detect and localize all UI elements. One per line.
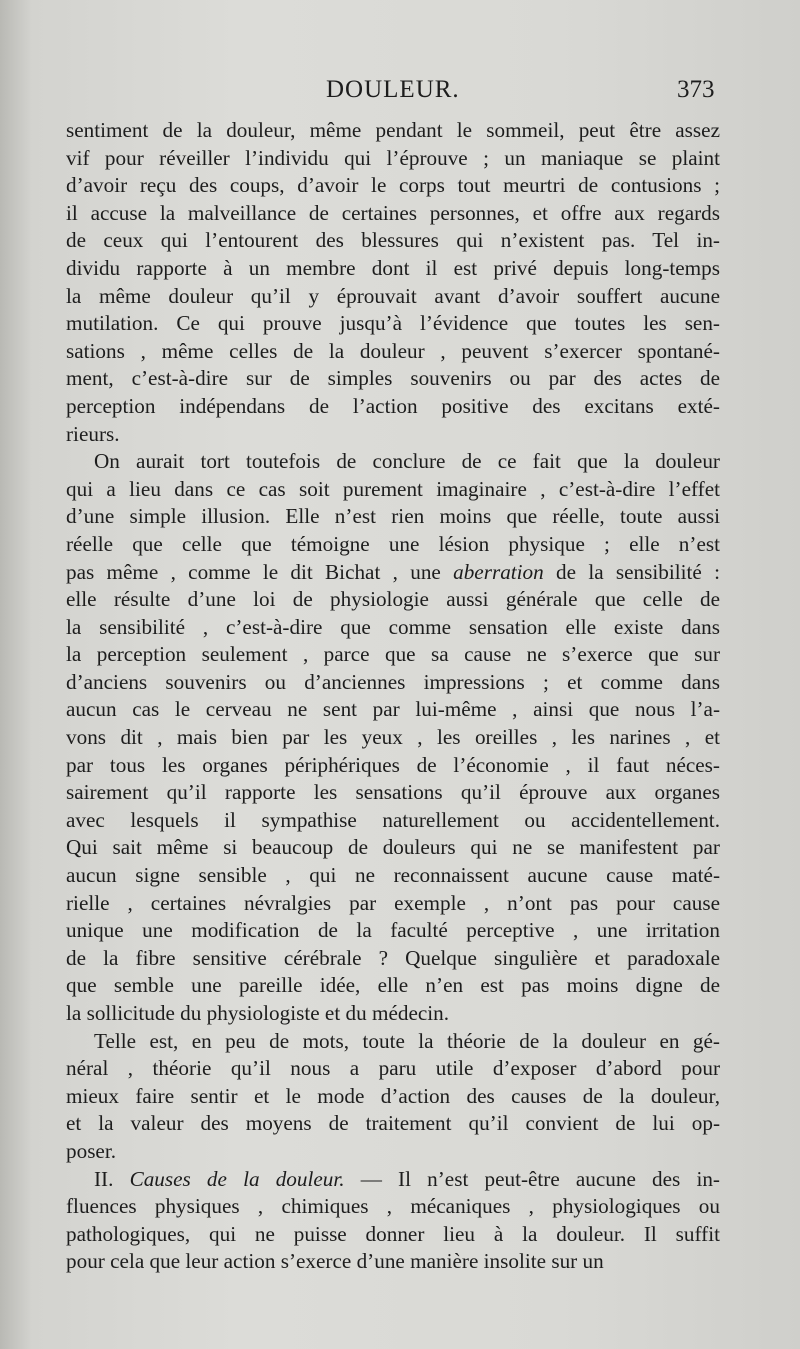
text-line: On aurait tort toutefois de conclure de ce fait que la douleur: [94, 449, 720, 474]
text-line: pour cela que leur action s’exerce d’une manière insolite sur un: [66, 1249, 604, 1274]
text-line: rielle , certaines névralgies par exemple , n’ont pas pour cause: [66, 890, 720, 915]
text-line: sentiment de la douleur, même pendant le sommeil, peut être assez: [66, 118, 720, 142]
text-line: pas même , comme le dit Bichat , une aberration de la sensibilité :: [66, 559, 720, 584]
text-line: pathologiques, qui ne puisse donner lieu à la douleur. Il suffit: [66, 1221, 720, 1246]
text-line: de la fibre sensitive cérébrale ? Quelque singulière et paradoxale: [66, 945, 720, 970]
text-line: néral , théorie qu’il nous a paru utile d’exposer d’abord pour: [66, 1056, 720, 1081]
text-line: de ceux qui l’entourent des blessures qui n’existent pas. Tel in-: [66, 228, 720, 253]
text-line: d’anciens souvenirs ou d’anciennes impressions ; et comme dans: [66, 669, 720, 694]
text-line: la perception seulement , parce que sa cause ne s’exerce que sur: [66, 642, 720, 667]
text-line: sations , même celles de la douleur , peuvent s’exercer spontané-: [66, 338, 720, 363]
text-line: qui a lieu dans ce cas soit purement imaginaire , c’est-à-dire l’effet: [66, 476, 720, 501]
page-header: [0, 76, 800, 116]
text-line: réelle que celle que témoigne une lésion physique ; elle n’est: [66, 531, 720, 556]
text-line: mieux faire sentir et le mode d’action des causes de la douleur,: [66, 1083, 720, 1108]
text-line: avec lesquels il sympathise naturellement ou accidentellement.: [66, 807, 720, 832]
text-line: et la valeur des moyens de traitement qu’il convient de lui op-: [66, 1111, 720, 1136]
text-line: Qui sait même si beaucoup de douleurs qui ne se manifestent par: [66, 835, 720, 860]
text-line: que semble une pareille idée, elle n’en est pas moins digne de: [66, 973, 720, 998]
text-line: d’avoir reçu des coups, d’avoir le corps tout meurtri de contusions ;: [66, 173, 720, 198]
body-text: [66, 117, 720, 1276]
text-line: perception indépendans de l’action positive des excitans exté-: [66, 393, 720, 418]
text-line: aucun cas le cerveau ne sent par lui-même , ainsi que nous l’a-: [66, 697, 720, 722]
text-line: vif pour réveiller l’individu qui l’éprouve ; un maniaque se plaint: [66, 145, 720, 170]
text-line: rieurs.: [66, 421, 120, 446]
text-line: poser.: [66, 1138, 117, 1163]
text-line: sairement qu’il rapporte les sensations qu’il éprouve aux organes: [66, 780, 720, 805]
text-line: ment, c’est-à-dire sur de simples souvenirs ou par des actes de: [66, 366, 720, 391]
text-line: unique une modification de la faculté perceptive , une irritation: [66, 918, 720, 943]
text-line: par tous les organes périphériques de l’économie , il faut néces-: [66, 752, 720, 777]
text-line: fluences physiques , chimiques , mécaniques , physiologiques ou: [66, 1194, 720, 1219]
page-number: 373: [677, 76, 715, 103]
text-line: vons dit , mais bien par les yeux , les oreilles , les narines , et: [66, 725, 720, 750]
text-line: il accuse la malveillance de certaines personnes, et offre aux regards: [66, 200, 720, 225]
text-line: II. Causes de la douleur. — Il n’est peut-être aucune des in-: [94, 1166, 720, 1191]
running-title: DOULEUR.: [326, 76, 460, 103]
text-line: la sollicitude du physiologiste et du médecin.: [66, 1001, 450, 1025]
text-line: aucun signe sensible , qui ne reconnaissent aucune cause maté-: [66, 863, 720, 888]
text-line: d’une simple illusion. Elle n’est rien moins que réelle, toute aussi: [66, 504, 720, 529]
text-line: Telle est, en peu de mots, toute la théorie de la douleur en gé-: [94, 1028, 720, 1053]
text-line: mutilation. Ce qui prouve jusqu’à l’évidence que toutes les sen-: [66, 311, 720, 336]
text-line: la même douleur qu’il y éprouvait avant d’avoir souffert aucune: [66, 283, 720, 308]
text-line: elle résulte d’une loi de physiologie aussi générale que celle de: [66, 587, 720, 612]
text-line: la sensibilité , c’est-à-dire que comme sensation elle existe dans: [66, 614, 720, 639]
text-line: dividu rapporte à un membre dont il est privé depuis long-temps: [66, 255, 720, 280]
